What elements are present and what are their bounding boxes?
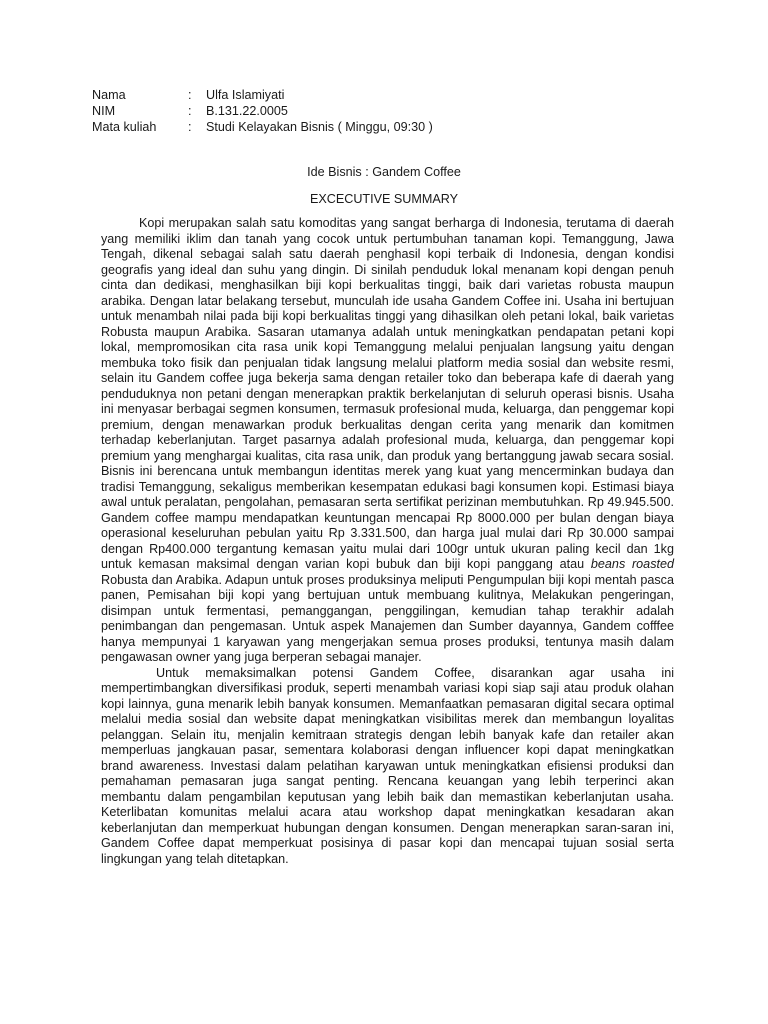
course-colon: : bbox=[188, 120, 192, 134]
student-info-block bbox=[92, 87, 433, 135]
section-heading: EXCECUTIVE SUMMARY bbox=[309, 192, 459, 206]
nim-colon: : bbox=[188, 104, 192, 118]
student-nim-row bbox=[92, 103, 433, 119]
paragraph-1-italic-term: beans roasted bbox=[590, 557, 674, 571]
course-value: Studi Kelayakan Bisnis ( Minggu, 09:30 ) bbox=[206, 120, 433, 134]
summary-body bbox=[101, 216, 674, 867]
course-label: Mata kuliah bbox=[92, 120, 157, 134]
paragraph-1-text-start: Kopi merupakan salah satu komoditas yang sangat berharga di Indonesia, terutama di daerah yang memiliki iklim dan tanah yang cocok untuk pertumbuhan tanaman kopi. Temanggung, Jawa Tengah, dikenal sebagai salah satu daerah penghasil kopi terbaik di Indonesia, dengan kondisi geografis yang ideal dan suhu yang dingin. Di sinilah penduduk lokal menanam kopi dengan penuh cinta dan dedikasi, menghasilkan biji kopi berkualitas tinggi, baik dari varietas robusta maupun arabika. Dengan latar belakang tersebut, munculah ide usaha Gandem Coffee ini. Usaha ini bertujuan untuk menambah nilai pada biji kopi berkualitas tinggi yang dihasilkan oleh petani lokal, baik varietas Robusta maupun Arabika. Sasaran utamanya adalah untuk meningkatkan pendapatan petani kopi lokal, mempromosikan cita rasa unik kopi Temanggung melalui penjualan langsung yaitu dengan membuka toko fisik dan penjualan tidak langsung melalui platform media sosial dan website resmi, selain itu Gandem coffee juga bekerja sama dengan retailer toko dan beberapa kafe di daerah yang penduduknya non petani dengan menerapkan praktik berkelanjutan di seluruh operasi bisnis. Usaha ini menyasar berbagai segmen konsumen, termasuk profesional muda, keluarga, dan penggemar kopi premium, dengan menawarkan produk berkualitas dengan cerita yang menarik dan komitmen terhadap keberlanjutan. Target pasarnya adalah profesional muda, keluarga, dan penggemar kopi premium yang menghargai kualitas, cita rasa unik, dan produk yang bertanggung jawab secara sosial. Bisnis ini berencana untuk membangun identitas merek yang kuat yang mencerminkan budaya dan tradisi Temanggung, sekaligus memberikan kesempatan edukasi bagi konsumen kopi. Estimasi biaya awal untuk peralatan, pengolahan, pemasaran serta sertifikat perizinan membutuhkan. Rp 49.945.500. Gandem coffee mampu mendapatkan keuntungan mencapai Rp 8000.000 per bulan dengan biaya operasional keseluruhan pebulan yaitu Rp 3.331.500, dan harga jual mulai dari Rp 30.000 sampai dengan Rp400.000 tergantung kemasan yaitu mulai dari 100gr untuk ukuran paling kecil dan 1kg untuk kemasan maksimal dengan varian kopi bubuk dan biji kopi panggang atau bbox=[101, 216, 674, 571]
name-value: Ulfa Islamiyati bbox=[206, 88, 285, 102]
nim-label: NIM bbox=[92, 104, 116, 118]
paragraph-1-text-end: Robusta dan Arabika. Adapun untuk proses produksinya meliputi Pengumpulan biji kopi mentah pasca panen, Pemisahan biji kopi yang bertujuan untuk membuang kulitnya, Melakukan pengeringan, disimpan untuk fermentasi, pemanggangan, penggilingan, kemudian tahap terakhir adalah penimbangan dan pengemasan. Untuk aspek Manajemen dan Sumber dayannya, Gandem cofffee hanya mempunyai 1 karyawan yang mengerjakan semua proses produksi, tentunya masih dalam pengawasan owner yang juga berperan sebagai manajer. bbox=[101, 572, 674, 664]
course-row bbox=[92, 119, 433, 135]
nim-value: B.131.22.0005 bbox=[206, 104, 288, 118]
summary-paragraph-2: Untuk memaksimalkan potensi Gandem Coffee, disarankan agar usaha ini mempertimbangkan diversifikasi produk, seperti menambah variasi kopi siap saji atau produk olahan kopi lainnya, guna menarik lebih banyak konsumen. Memanfaatkan pemasaran digital secara optimal melalui media sosial dan website dapat meningkatkan visibilitas merek dan membangun loyalitas pelanggan. Selain itu, menjalin kemitraan strategis dengan lebih banyak kafe dan retailer akan memperluas jangkauan pasar, sementara kolaborasi dengan influencer kopi dapat meningkatkan brand awareness. Investasi dalam pelatihan karyawan untuk meningkatkan efisiensi produksi dan pemahaman pemasaran juga sangat penting. Rencana keuangan yang lebih terperinci akan membantu dalam pengambilan keputusan yang lebih baik dan memastikan keberlanjutan usaha. Keterlibatan komunitas melalui acara atau workshop dapat meningkatkan kesadaran akan keberlanjutan dan memperkuat hubungan dengan konsumen. Dengan menerapkan saran-saran ini, Gandem Coffee dapat memperkuat posisinya di pasar kopi dan mencapai tujuan sosial serta lingkungan yang telah ditetapkan. bbox=[101, 665, 674, 866]
summary-paragraph-1 bbox=[101, 216, 674, 666]
student-name-row bbox=[92, 87, 433, 103]
name-label: Nama bbox=[92, 88, 126, 102]
name-colon: : bbox=[188, 88, 192, 102]
business-idea-title: Ide Bisnis : Gandem Coffee bbox=[307, 165, 461, 179]
